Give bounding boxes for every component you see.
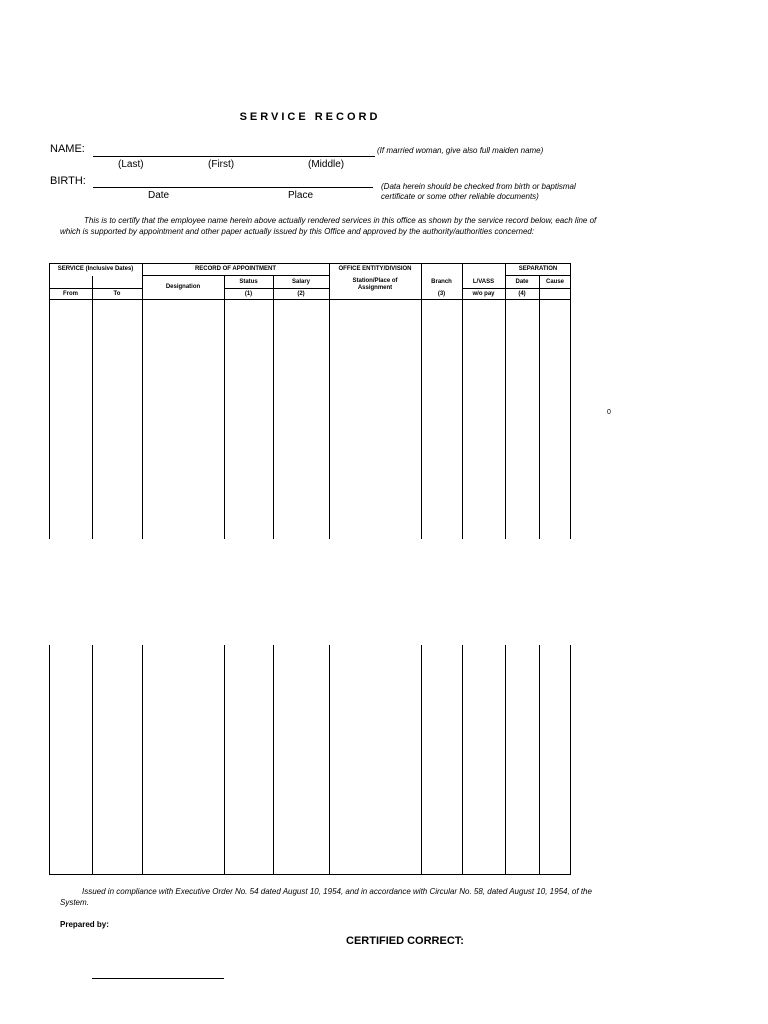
prepared-by-signature-line[interactable] bbox=[92, 978, 224, 979]
birth-place-caption: Place bbox=[288, 190, 314, 201]
col-salary: Salary bbox=[291, 279, 310, 285]
margin-mark: 0 bbox=[607, 409, 611, 416]
col-date-number: (4) bbox=[518, 291, 526, 297]
header-record-of-appointment: RECORD OF APPOINTMENT bbox=[194, 266, 277, 272]
prepared-by-label: Prepared by: bbox=[60, 920, 109, 929]
birth-line[interactable] bbox=[93, 187, 373, 188]
name-label: NAME: bbox=[50, 143, 85, 155]
compliance-paragraph: Issued in compliance with Executive Order No. 54 dated August 10, 1954, and in accordance with Circular No. 58, dated August 10, 1954, of the System. bbox=[60, 887, 592, 907]
col-branch: Branch bbox=[431, 279, 452, 285]
birth-label: BIRTH: bbox=[50, 175, 86, 187]
col-lvass: L/VASS bbox=[472, 279, 495, 285]
col-status-number: (1) bbox=[244, 291, 253, 297]
col-from: From bbox=[63, 291, 78, 297]
col-lvass-sub: w/o pay bbox=[472, 291, 495, 297]
col-designation: Designation bbox=[165, 284, 201, 290]
col-date: Date bbox=[515, 279, 529, 285]
service-record-table bbox=[49, 263, 571, 875]
birth-date-caption: Date bbox=[148, 190, 170, 201]
col-branch-number: (3) bbox=[437, 291, 446, 297]
table-page-gap bbox=[49, 539, 571, 645]
name-note: (If married woman, give also full maiden name) bbox=[377, 146, 544, 155]
col-station: Station/Place of Assignment bbox=[352, 278, 398, 291]
name-last-caption: (Last) bbox=[118, 159, 144, 170]
header-service: SERVICE (Inclusive Dates) bbox=[57, 266, 134, 272]
name-first-caption: (First) bbox=[208, 159, 235, 170]
certification-paragraph: This is to certify that the employee name herein above actually rendered services in this office as shown by the service record below, each line of which is supported by appointment and other paper actually issued by this Office and approved by the authority/authorities concerned: bbox=[60, 216, 597, 236]
page-title: SERVICE RECORD bbox=[239, 111, 381, 123]
certified-correct-label: CERTIFIED CORRECT: bbox=[346, 935, 464, 947]
col-to: To bbox=[113, 291, 121, 297]
header-office-entity: OFFICE ENTITY/DIVISION bbox=[338, 266, 412, 272]
header-separation: SEPARATION bbox=[518, 266, 558, 272]
name-middle-caption: (Middle) bbox=[308, 159, 345, 170]
birth-note: (Data herein should be checked from birth or baptismal certificate or some other reliable documents) bbox=[381, 182, 576, 201]
col-cause: Cause bbox=[545, 279, 564, 285]
name-line[interactable] bbox=[93, 156, 375, 157]
col-status: Status bbox=[239, 279, 258, 285]
col-salary-number: (2) bbox=[297, 291, 305, 297]
